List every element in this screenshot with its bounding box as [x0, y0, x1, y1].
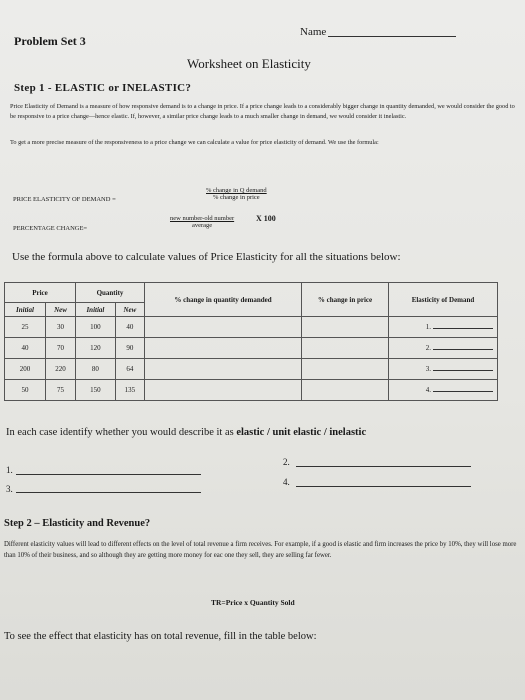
page-title: Worksheet on Elasticity	[187, 56, 311, 71]
pct-price-cell[interactable]	[302, 359, 389, 380]
price-initial-cell: 25	[5, 317, 46, 338]
problem-set-label: Problem Set 3	[14, 34, 86, 48]
pct-quantity-cell[interactable]	[145, 317, 302, 338]
percentage-change-fraction	[170, 215, 234, 229]
quantity-new-cell: 64	[115, 359, 144, 380]
elasticity-cell[interactable]	[389, 359, 498, 380]
pct-quantity-header: % change in quantity demanded	[145, 283, 302, 317]
step1-paragraph-1: Price Elasticity of Demand is a measure of how responsive demand is to a change in price. If a price change leads to a considerably bigger change in quantity demanded, we would consider the good to be responsive to a price change—hence elastic. If, however, a similar price change leads to a much smaller change in demand, we would consider it inelastic.	[10, 103, 515, 120]
answer-blank[interactable]	[433, 391, 493, 392]
price-initial-cell: 50	[5, 380, 46, 401]
elasticity-formula-denominator: % change in price	[212, 194, 260, 201]
percentage-change-label: PERCENTAGE CHANGE=	[13, 225, 88, 232]
elasticity-formula-numerator: % change in Q demand	[206, 187, 267, 194]
identify-number-3: 3.	[6, 484, 13, 494]
price-new-subheader: New	[45, 303, 75, 317]
percentage-change-denominator: average	[191, 222, 213, 229]
quantity-new-cell: 90	[115, 338, 144, 359]
pct-quantity-cell[interactable]	[145, 359, 302, 380]
answer-blank[interactable]	[433, 349, 493, 350]
pct-quantity-cell[interactable]	[145, 380, 302, 401]
quantity-initial-subheader: Initial	[76, 303, 116, 317]
pct-price-cell[interactable]	[302, 317, 389, 338]
price-initial-cell: 200	[5, 359, 46, 380]
identify-instruction	[6, 427, 366, 438]
price-header: Price	[5, 283, 76, 303]
quantity-new-cell: 40	[115, 317, 144, 338]
identify-text: In each case identify whether you would describe it as	[6, 427, 237, 438]
table-row	[5, 359, 498, 380]
identify-blank-2[interactable]	[296, 466, 471, 467]
step1-heading: Step 1 - ELASTIC or INELASTIC?	[14, 82, 192, 94]
elasticity-cell[interactable]	[389, 338, 498, 359]
identify-blank-1[interactable]	[16, 474, 201, 475]
row-number: 4.	[425, 386, 431, 394]
percentage-change-numerator: new number-old number	[170, 215, 235, 222]
elasticity-cell[interactable]	[389, 317, 498, 338]
price-new-cell: 220	[45, 359, 75, 380]
identify-number-4: 4.	[283, 477, 290, 487]
identify-blank-3[interactable]	[16, 492, 201, 493]
price-initial-subheader: Initial	[5, 303, 46, 317]
quantity-initial-cell: 80	[76, 359, 116, 380]
identify-number-2: 2.	[283, 457, 290, 467]
table-instruction: Use the formula above to calculate values of Price Elasticity for all the situations below:	[12, 251, 401, 263]
price-new-cell: 30	[45, 317, 75, 338]
elasticity-formula-label: PRICE ELASTICITY OF DEMAND =	[13, 196, 116, 203]
name-label: Name	[300, 26, 327, 38]
row-number: 1.	[425, 323, 431, 331]
price-new-cell: 70	[45, 338, 75, 359]
row-number: 3.	[425, 365, 431, 373]
identify-options: elastic / unit elastic / inelastic	[236, 427, 367, 438]
revenue-table-instruction: To see the effect that elasticity has on total revenue, fill in the table below:	[4, 631, 317, 642]
identify-blank-4[interactable]	[296, 486, 471, 487]
table-row	[5, 380, 498, 401]
quantity-new-subheader: New	[115, 303, 144, 317]
step1-paragraph-2: To get a more precise measure of the responsiveness to a price change we can calculate a value for price elasticity of demand. We use the formula:	[10, 139, 379, 146]
pct-price-cell[interactable]	[302, 380, 389, 401]
pct-price-cell[interactable]	[302, 338, 389, 359]
price-initial-cell: 40	[5, 338, 46, 359]
row-number: 2.	[425, 344, 431, 352]
table-row	[5, 338, 498, 359]
pct-quantity-cell[interactable]	[145, 338, 302, 359]
quantity-new-cell: 135	[115, 380, 144, 401]
price-new-cell: 75	[45, 380, 75, 401]
elasticity-header: Elasticity of Demand	[389, 283, 498, 317]
elasticity-formula-fraction	[206, 187, 267, 201]
name-blank[interactable]	[328, 36, 456, 37]
pct-price-header: % change in price	[302, 283, 389, 317]
elasticity-table	[4, 282, 498, 401]
quantity-initial-cell: 150	[76, 380, 116, 401]
quantity-initial-cell: 100	[76, 317, 116, 338]
step2-paragraph: Different elasticity values will lead to different effects on the level of total revenue a firm receives. For example, if a good is elastic and firm increases the price by 10%, they will lose more than 10% of their business, and so although they are getting more money for eac one they sell, they are selling far fewer.	[4, 541, 517, 559]
answer-blank[interactable]	[433, 370, 493, 371]
elasticity-cell[interactable]	[389, 380, 498, 401]
identify-number-1: 1.	[6, 465, 13, 475]
step2-heading: Step 2 – Elasticity and Revenue?	[4, 518, 151, 529]
quantity-initial-cell: 120	[76, 338, 116, 359]
percentage-change-multiplier: X 100	[256, 214, 276, 223]
table-row	[5, 317, 498, 338]
total-revenue-formula: TR=Price x Quantity Sold	[211, 598, 295, 607]
answer-blank[interactable]	[433, 328, 493, 329]
quantity-header: Quantity	[76, 283, 145, 303]
